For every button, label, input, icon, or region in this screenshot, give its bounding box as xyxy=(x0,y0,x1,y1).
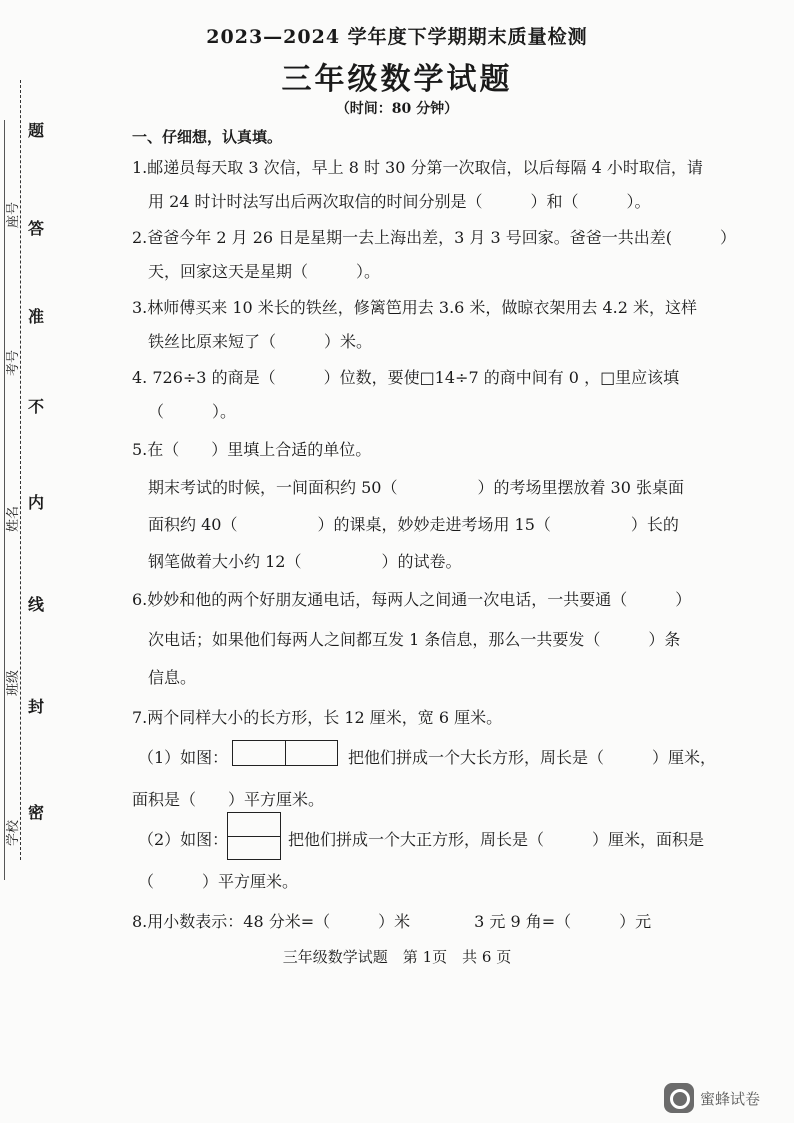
field-label-class: 班级 xyxy=(6,669,21,696)
question-6-line-1: 6.妙妙和他的两个好朋友通电话，每两人之间通一次电话，一共要通（ ） xyxy=(132,590,692,609)
section-heading: 一、仔细想，认真填。 xyxy=(132,128,283,146)
question-6-line-3: 信息。 xyxy=(148,668,197,687)
question-4-line-1: 4. 726÷3 的商是（ ）位数，要使□14÷7 的商中间有 0 ，□里应该填 xyxy=(132,368,680,387)
question-5-line-4: 钢笔做着大小约 12（ ）的试卷。 xyxy=(148,552,462,571)
seal-char: 不 xyxy=(28,397,45,416)
watermark-q-icon xyxy=(670,1089,690,1109)
binding-margin xyxy=(0,60,60,880)
field-label-exam-no: 考号 xyxy=(6,349,21,376)
watermark-text: 蜜蜂试卷 xyxy=(700,1090,761,1108)
two-rectangles-side-by-side-figure xyxy=(232,740,338,766)
question-2-line-2: 天，回家这天是星期（ ）。 xyxy=(148,262,381,281)
question-5-line-1: 5.在（ ）里填上合适的单位。 xyxy=(132,440,372,459)
field-label-school: 学校 xyxy=(6,819,21,846)
seal-char: 密 xyxy=(28,803,45,822)
question-3-line-1: 3.林师傅买来 10 米长的铁丝，修篱笆用去 3.6 米，做晾衣架用去 4.2 米，这样 xyxy=(132,298,698,317)
question-7-2-text: 把他们拼成一个大正方形，周长是（ ）厘米，面积是 xyxy=(288,830,705,849)
margin-solid-line xyxy=(4,120,5,880)
seal-char: 封 xyxy=(28,697,45,716)
seal-char: 线 xyxy=(28,595,45,614)
field-label-seat: 座号 xyxy=(6,201,21,228)
exam-time: （时间：80 分钟） xyxy=(335,101,459,117)
question-3-line-2: 铁丝比原来短了（ ）米。 xyxy=(148,332,373,351)
field-label-name: 姓名 xyxy=(6,505,21,532)
question-7-2-area: （ ）平方厘米。 xyxy=(138,872,299,891)
page-footer: 三年级数学试题 第 1页 共 6 页 xyxy=(282,948,512,966)
question-7-1-area: 面积是（ ）平方厘米。 xyxy=(132,790,325,809)
exam-term-line: 2023—2024 学年度下学期期末质量检测 xyxy=(206,26,588,48)
question-7-1-text: 把他们拼成一个大长方形，周长是（ ）厘米， xyxy=(348,748,717,767)
question-6-line-2: 次电话；如果他们每两人之间都互发 1 条信息，那么一共要发（ ）条 xyxy=(148,630,681,649)
question-7-line-1: 7.两个同样大小的长方形，长 12 厘米，宽 6 厘米。 xyxy=(132,708,503,727)
seal-dashed-line xyxy=(20,80,21,860)
two-rectangles-stacked-figure xyxy=(227,812,281,860)
question-8: 8.用小数表示：48 分米=（ ）米 3 元 9 角=（ ）元 xyxy=(132,912,652,931)
question-7-1-prefix: （1）如图： xyxy=(138,748,229,767)
question-5-line-3: 面积约 40（ ）的课桌，妙妙走进考场用 15（ ）长的 xyxy=(148,515,679,534)
seal-char: 题 xyxy=(28,121,45,140)
question-1-line-2: 用 24 时计时法写出后两次取信的时间分别是（ ）和（ ）。 xyxy=(148,192,651,211)
question-7-2-prefix: （2）如图： xyxy=(138,830,229,849)
question-2-line-1: 2.爸爸今年 2 月 26 日是星期一去上海出差，3 月 3 号回家。爸爸一共出差( ） xyxy=(132,228,737,247)
question-4-line-2: （ ）。 xyxy=(148,402,237,421)
page-title: 三年级数学试题 xyxy=(281,62,513,97)
seal-char: 答 xyxy=(28,219,45,238)
seal-char: 内 xyxy=(28,493,45,512)
question-1-line-1: 1.邮递员每天取 3 次信，早上 8 时 30 分第一次取信，以后每隔 4 小时取信，请 xyxy=(132,158,703,177)
seal-char: 准 xyxy=(28,307,45,326)
question-5-line-2: 期末考试的时候，一间面积约 50（ ）的考场里摆放着 30 张桌面 xyxy=(148,478,684,497)
